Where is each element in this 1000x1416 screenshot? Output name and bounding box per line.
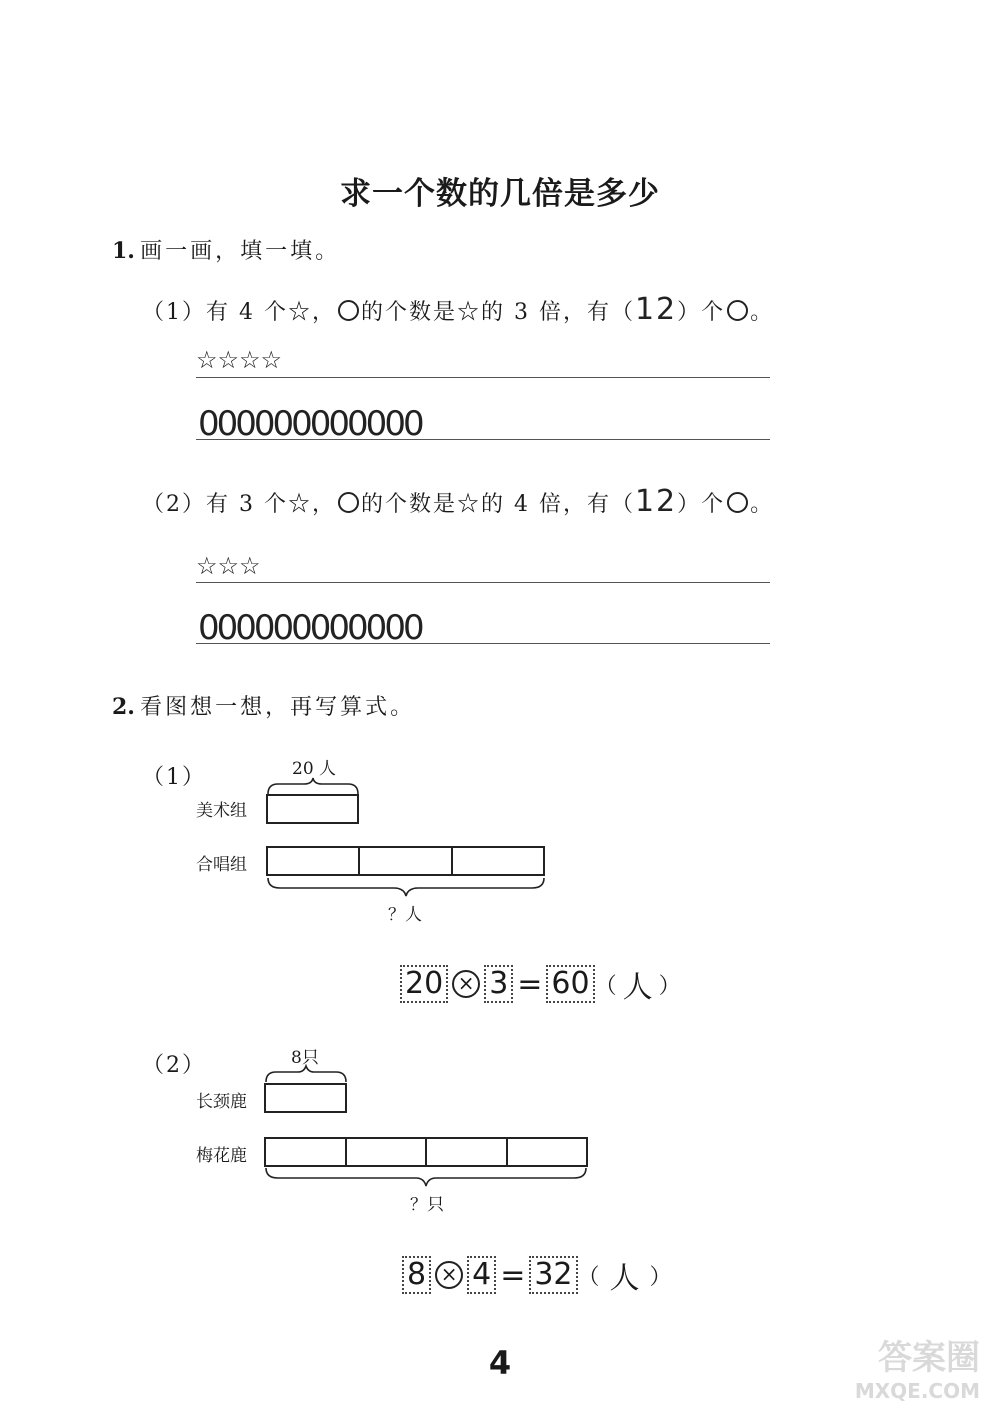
- unit-answer: 人: [609, 1261, 640, 1296]
- unit-answer: 人: [622, 970, 653, 1005]
- equation: [400, 962, 681, 1006]
- paren-close: ）: [649, 1264, 672, 1290]
- prompt-mid: 的个数是☆的 4 倍，有（: [360, 492, 635, 517]
- row-label: 长颈鹿: [196, 1092, 247, 1112]
- circle-icon: [338, 492, 359, 513]
- circle-icon: [727, 300, 748, 321]
- equation: [402, 1253, 672, 1297]
- times-icon: ×: [435, 1261, 463, 1289]
- prompt-suffix: ）个: [677, 492, 726, 517]
- drawn-circles: 000000000000: [198, 608, 422, 648]
- watermark: [855, 1330, 980, 1403]
- multiple-bar: [264, 1137, 588, 1167]
- question-instruction: 看图想一想，再写算式。: [140, 695, 416, 720]
- row-label: 梅花鹿: [196, 1146, 247, 1166]
- bottom-amount-label: ？只: [410, 1195, 444, 1215]
- equals-sign: =: [517, 966, 543, 1002]
- top-brace: [264, 1064, 348, 1084]
- q2-part1-label: （1）: [142, 765, 206, 790]
- star-row: ☆☆☆☆: [196, 346, 283, 374]
- top-brace: [266, 776, 360, 796]
- question-1-header: [112, 234, 340, 265]
- writing-line: [196, 439, 770, 440]
- prompt-prefix: （1）有 4 个☆，: [142, 300, 336, 325]
- answer-box: 60: [546, 965, 594, 1003]
- circle-icon: [727, 492, 748, 513]
- unit-bar: [266, 794, 359, 824]
- writing-line: [196, 643, 770, 644]
- multiple-bar: [266, 846, 545, 876]
- bottom-amount-label: ？人: [388, 905, 422, 925]
- row-label: 合唱组: [196, 855, 247, 875]
- question-2-header: [112, 690, 415, 721]
- paren-open: （: [577, 1264, 600, 1290]
- star-row: ☆☆☆: [196, 552, 261, 580]
- prompt-suffix: ）个: [677, 300, 726, 325]
- times-icon: ×: [452, 970, 480, 998]
- q1-part2-prompt: [142, 484, 774, 519]
- prompt-end: 。: [750, 492, 775, 517]
- prompt-end: 。: [750, 300, 775, 325]
- q1-part1-prompt: [142, 292, 774, 327]
- page-title: 求一个数的几倍是多少: [340, 176, 660, 212]
- watermark-url: MXQE.COM: [854, 1379, 980, 1403]
- drawn-circles: 000000000000: [198, 404, 422, 444]
- bottom-brace: [266, 876, 546, 898]
- prompt-prefix: （2）有 3 个☆，: [142, 492, 336, 517]
- circle-icon: [338, 300, 359, 321]
- question-instruction: 画一画，填一填。: [140, 239, 341, 264]
- watermark-logo-text: 答案圈: [878, 1338, 980, 1378]
- handwritten-answer: 12: [634, 484, 678, 519]
- equals-sign: =: [500, 1257, 526, 1293]
- paren-open: （: [594, 973, 617, 999]
- answer-box: 20: [400, 965, 448, 1003]
- row-label: 美术组: [196, 801, 247, 821]
- q2-part2-label: （2）: [142, 1053, 206, 1078]
- handwritten-answer: 12: [634, 292, 678, 327]
- top-amount-label: 20 人: [292, 759, 337, 779]
- question-number: 1.: [112, 238, 135, 264]
- paren-close: ）: [658, 973, 681, 999]
- answer-box: 4: [467, 1256, 496, 1294]
- top-amount-label: 8只: [291, 1048, 319, 1068]
- bottom-brace: [264, 1166, 590, 1188]
- answer-box: 8: [402, 1256, 431, 1294]
- unit-bar: [264, 1083, 347, 1113]
- writing-line: [196, 582, 770, 583]
- writing-line: [196, 377, 770, 378]
- prompt-mid: 的个数是☆的 3 倍，有（: [360, 300, 635, 325]
- answer-box: 32: [529, 1256, 577, 1294]
- question-number: 2.: [112, 694, 135, 720]
- page-number: 4: [488, 1344, 512, 1382]
- answer-box: 3: [484, 965, 513, 1003]
